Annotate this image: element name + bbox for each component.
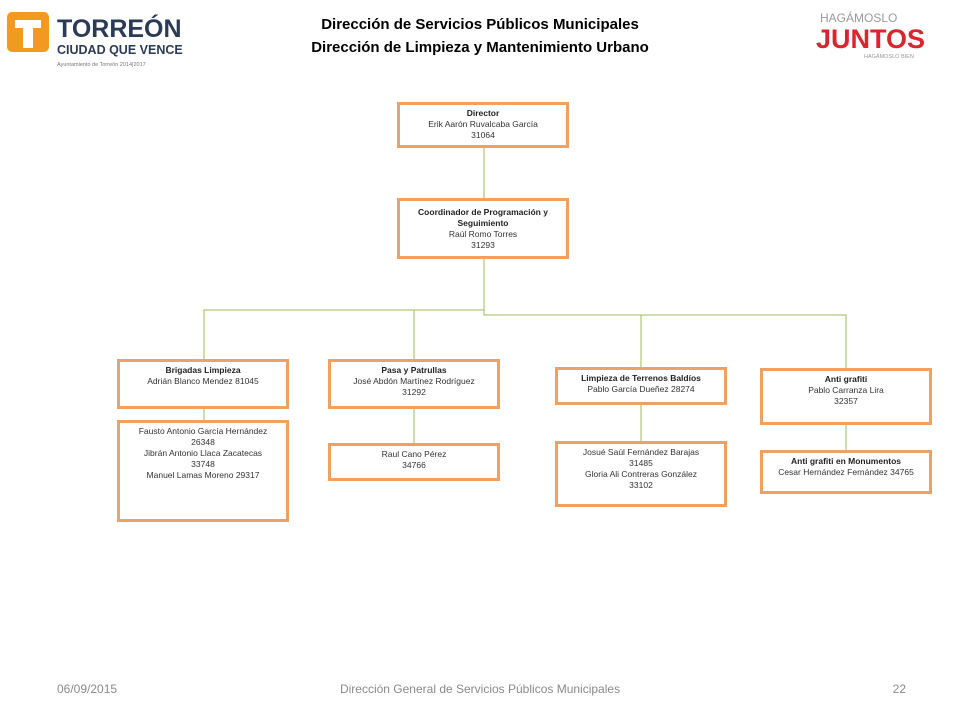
staff-line: Gloria Ali Contreras González xyxy=(585,469,697,479)
staff-line: Jibrán Antonio Llaca Zacatecas xyxy=(143,448,263,458)
staff-line: Manuel Lamas Moreno 29317 xyxy=(146,470,260,480)
juntos-sub-text: HAGÁMOSLO BIEN xyxy=(864,54,914,60)
unit-brigadas-staff-box[interactable] xyxy=(117,420,289,522)
staff-line: Fausto Antonio García Hernández xyxy=(138,426,268,436)
unit-pasa-staff-box[interactable] xyxy=(328,443,500,481)
torreon-sub: Ayuntamiento de Torreón 2014|2017 xyxy=(57,62,146,68)
director-id: 31064 xyxy=(471,130,495,140)
unit-brigadas-head: Adrián Blanco Mendez 81045 xyxy=(147,376,259,386)
director-name: Erik Aarón Ruvalcaba García xyxy=(428,119,538,129)
coordinator-id: 31293 xyxy=(471,240,495,250)
unit-terrenos-role: Limpieza de Terrenos Baldíos xyxy=(581,373,701,383)
coordinator-name: Raúl Romo Torres xyxy=(448,229,518,239)
unit-anti-grafiti-role: Anti grafiti xyxy=(824,374,868,384)
page-title: Dirección de Servicios Públicos Municipales xyxy=(321,16,639,33)
unit-anti-grafiti-box[interactable] xyxy=(760,368,932,425)
unit-terrenos-staff-box[interactable] xyxy=(555,441,727,507)
coordinator-box[interactable] xyxy=(397,198,569,259)
coordinator-role: Coordinador de Programación y Seguimiento xyxy=(418,207,548,228)
staff-line: Josué Saúl Fernández Barajas xyxy=(582,447,700,457)
footer-date: 06/09/2015 xyxy=(57,682,118,696)
staff-line: 34766 xyxy=(402,460,426,470)
juntos-top-text: HAGÁMOSLO xyxy=(820,11,898,25)
staff-line: 33102 xyxy=(629,480,653,490)
connector-brigadas xyxy=(204,310,484,359)
unit-pasa-role: Pasa y Patrullas xyxy=(381,365,447,375)
torreon-tagline: CIUDAD QUE VENCE xyxy=(57,43,183,57)
torreon-brand-text: TORREÓN xyxy=(57,15,182,43)
footer-center-text: Dirección General de Servicios Públicos Municipales xyxy=(339,682,621,696)
connector-anti-grafiti xyxy=(484,310,846,368)
unit-anti-grafiti-head: Pablo Carranza Lira xyxy=(808,385,884,395)
page-subtitle: Dirección de Limpieza y Mantenimiento Urbano xyxy=(311,39,649,56)
unit-pasa-box[interactable] xyxy=(328,359,500,409)
staff-line: 31485 xyxy=(629,458,653,468)
unit-pasa-head-id: 31292 xyxy=(402,387,426,397)
staff-line: Cesar Hernández Fernández 34765 xyxy=(778,467,914,477)
footer-page-number: 22 xyxy=(892,682,906,696)
unit-anti-grafiti-sub-box[interactable] xyxy=(760,450,932,494)
unit-anti-grafiti-sub-role: Anti grafiti en Monumentos xyxy=(790,456,902,466)
staff-line: Raul Cano Pérez xyxy=(381,449,447,459)
unit-terrenos-head: Pablo García Dueñez 28274 xyxy=(587,384,695,394)
director-role: Director xyxy=(466,108,500,118)
unit-terrenos-box[interactable] xyxy=(555,367,727,405)
staff-line: 33748 xyxy=(191,459,215,469)
director-box[interactable] xyxy=(397,102,569,148)
juntos-main-text: JUNTOS xyxy=(816,24,926,54)
unit-brigadas-role: Brigadas Limpieza xyxy=(165,365,241,375)
unit-anti-grafiti-head-id: 32357 xyxy=(834,396,858,406)
unit-brigadas-box[interactable] xyxy=(117,359,289,409)
staff-line: 26348 xyxy=(191,437,215,447)
unit-pasa-head: José Abdón Martínez Rodríguez xyxy=(353,376,475,386)
